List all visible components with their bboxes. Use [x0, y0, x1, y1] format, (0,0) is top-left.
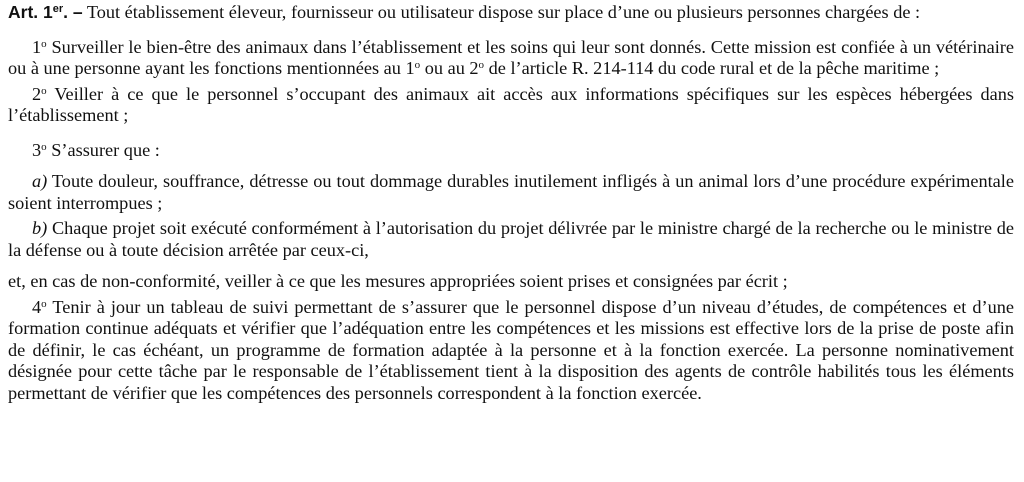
item-4-paragraph	[8, 297, 1014, 405]
item-3-paragraph	[8, 140, 1014, 162]
item-1-ordinal: o	[41, 37, 47, 50]
article-label-text: Art. 1	[8, 2, 53, 22]
item-2-ordinal: o	[41, 84, 47, 97]
item-2-number: 2	[32, 83, 42, 104]
item-3-number: 3	[32, 139, 42, 160]
article-label	[8, 2, 83, 22]
sub-item-a-paragraph	[8, 171, 1014, 214]
item-3-ordinal: o	[41, 140, 47, 153]
item-1-text-a: Surveiller le bien-être des animaux dans l’établissement et les soins qui leur sont donnés. Cette mission est confiée à un vétérinaire ou à une personne ayant les fonctions mentionnées au	[8, 36, 1014, 78]
item-1-ref2-number: 2	[469, 58, 479, 78]
item-1-paragraph	[8, 37, 1014, 80]
article-intro-text: Tout établissement éleveur, fournisseur ou utilisateur dispose sur place d’une ou plusieurs personnes chargées de :	[82, 2, 921, 22]
item-1-text-c: de l’article R. 214-114 du code rural et de la pêche maritime ;	[484, 58, 940, 78]
item-2-paragraph	[8, 84, 1014, 127]
item-2-text: Veiller à ce que le personnel s’occupant des animaux ait accès aux informations spécifiques sur les espèces hébergées dans l’établissement ;	[8, 83, 1014, 125]
item-3-tail-paragraph	[8, 271, 1014, 293]
sub-item-b-text: Chaque projet soit exécuté conformément à l’autorisation du projet délivrée par le ministre chargé de la recherche ou le ministre de la défense ou à toute décision arrêtée par ceux-ci,	[8, 218, 1014, 260]
sub-item-a-label: a)	[32, 171, 48, 191]
article-label-superscript: er	[52, 3, 64, 15]
article-label-suffix: . –	[63, 2, 83, 22]
item-4-ordinal: o	[41, 297, 47, 310]
article-intro-paragraph	[8, 2, 1014, 24]
item-4-text: Tenir à jour un tableau de suivi permettant de s’assurer que le personnel dispose d’un niveau d’études, de compétences et d’une formation continue adéquats et vérifier que l’adéquation entre les compétences et les missions est effective lors de la prise de poste afin de définir, le cas échéant, un programme de formation adaptée à la personne et à la fonction exercée. La personne nominativement désignée pour cette tâche par le responsable de l’établissement tient à la disposition des agents de contrôle habilités tous les éléments permettant de vérifier que les compétences des personnels correspondent à la fonction exercée.	[8, 296, 1014, 403]
item-1-ref1-ordinal: o	[414, 59, 421, 71]
item-1-text-b: ou au	[420, 58, 470, 78]
item-3-text: S’assurer que :	[46, 139, 160, 160]
sub-item-b-paragraph	[8, 218, 1014, 261]
item-1-number: 1	[32, 36, 42, 57]
sub-item-b-label: b)	[32, 218, 48, 238]
item-3-tail-text: et, en cas de non-conformité, veiller à ce que les mesures appropriées soient prises et consignées par écrit ;	[8, 271, 788, 291]
sub-item-a-text: Toute douleur, souffrance, détresse ou tout dommage durables inutilement infligés à un animal lors d’une procédure expérimentale soient interrompues ;	[8, 171, 1014, 213]
item-1-ref2-ordinal: o	[478, 59, 485, 71]
item-1-ref1-number: 1	[405, 58, 415, 78]
item-4-number: 4	[32, 296, 42, 317]
